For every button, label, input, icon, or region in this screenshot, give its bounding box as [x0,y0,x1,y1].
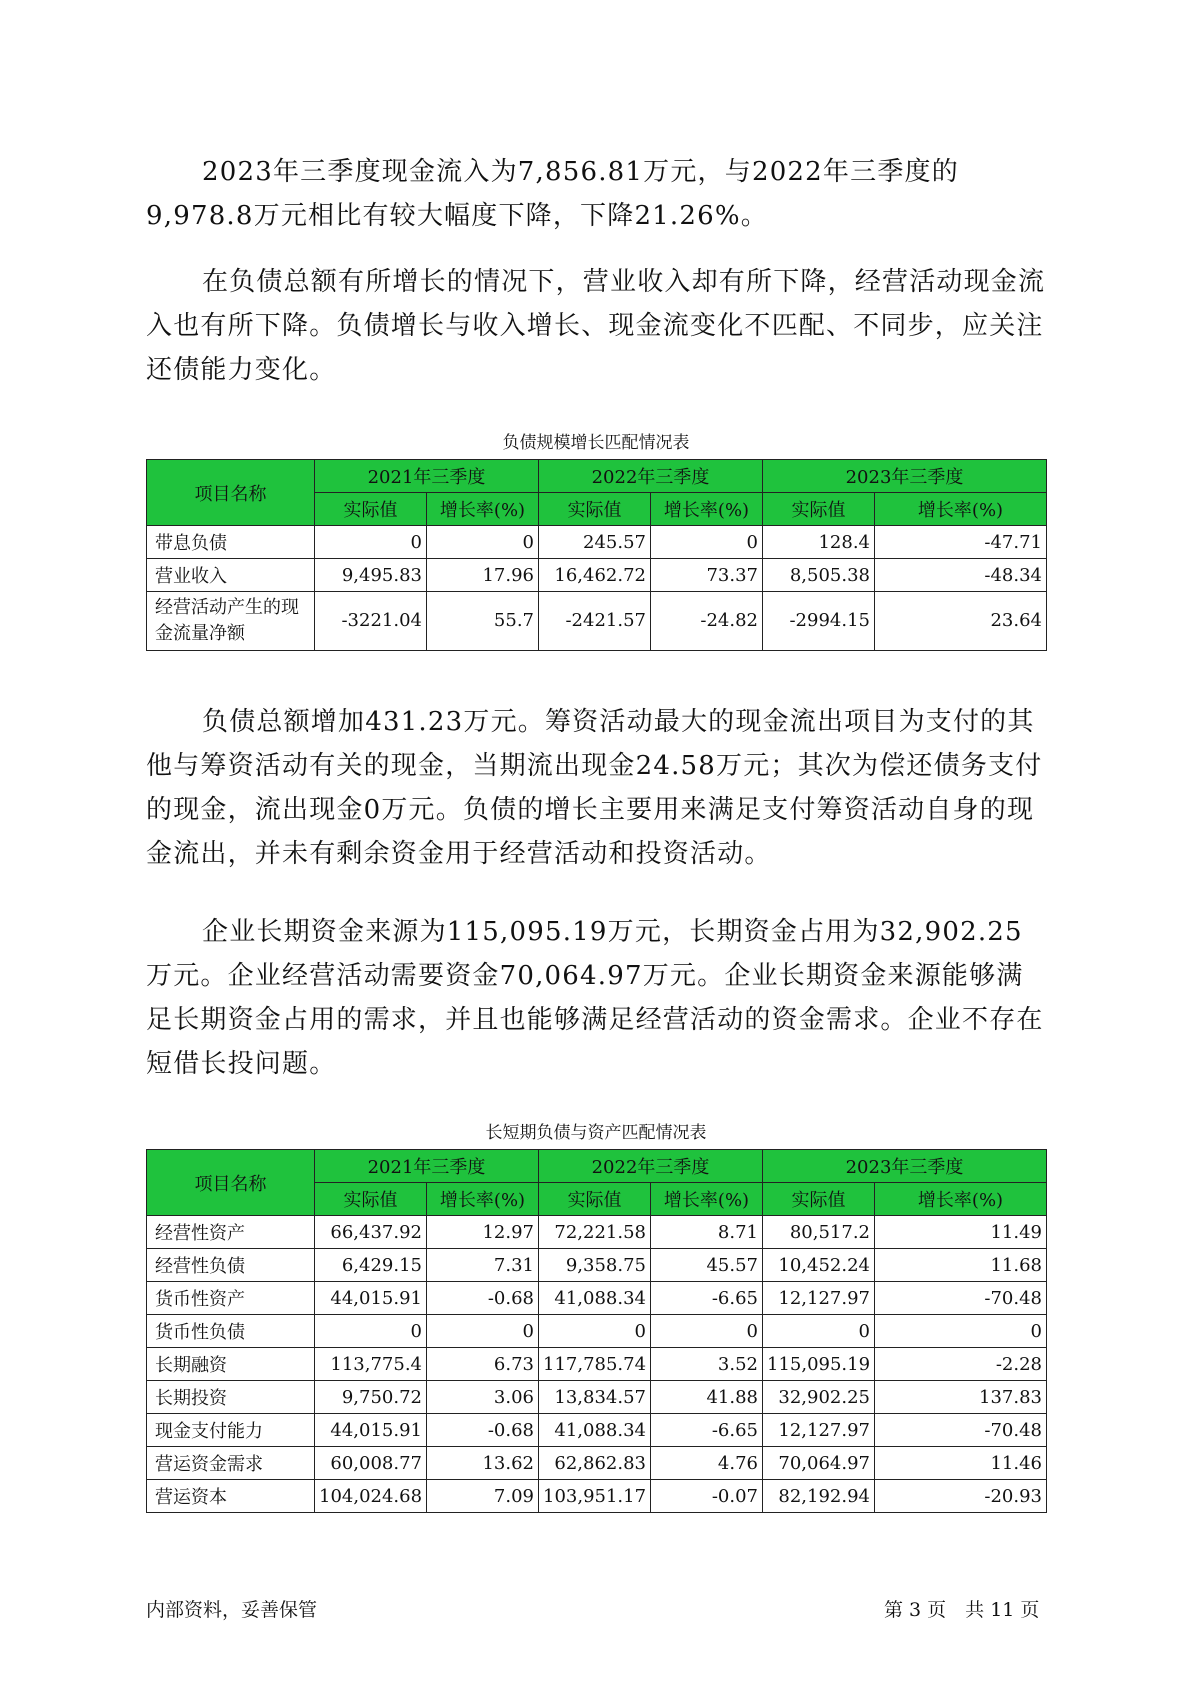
header-period: 2023年三季度 [763,1150,1047,1183]
cell-actual-value: 8,505.38 [763,559,875,592]
header-period: 2021年三季度 [315,1150,539,1183]
table1-caption: 负债规模增长匹配情况表 [502,433,690,453]
cell-growth-rate: 0 [651,526,763,559]
table-row [147,526,1047,559]
cell-growth-rate: 0 [651,1315,763,1348]
cell-growth-rate: 23.64 [875,592,1047,651]
header-growth: 增长率(%) [427,493,539,526]
paragraph-long-term-funds: 企业长期资金来源为115,095.19万元，长期资金占用为32,902.25万元。企业经营活动需要资金70,064.97万元。企业长期资金来源能够满足长期资金占用的需求，并且也能够满足经营活动的资金需求。企业不存在短借长投问题。 [146,917,1044,1079]
table-row [147,1381,1047,1414]
row-label: 营业收入 [147,559,315,592]
table-row [147,592,1047,651]
cell-actual-value: -2421.57 [539,592,651,651]
paragraph-debt-growth: 在负债总额有所增长的情况下，营业收入却有所下降，经营活动现金流入也有所下降。负债增长与收入增长、现金流变化不匹配、不同步，应关注还债能力变化。 [146,267,1046,385]
cell-growth-rate: -48.34 [875,559,1047,592]
row-label: 货币性资产 [147,1282,315,1315]
cell-growth-rate: 7.31 [427,1249,539,1282]
cell-actual-value: 60,008.77 [315,1447,427,1480]
cell-growth-rate: 12.97 [427,1216,539,1249]
row-label: 现金支付能力 [147,1414,315,1447]
header-growth: 增长率(%) [651,1183,763,1216]
cell-growth-rate: -70.48 [875,1414,1047,1447]
cell-actual-value: 41,088.34 [539,1414,651,1447]
cell-growth-rate: 3.06 [427,1381,539,1414]
cell-growth-rate: 11.46 [875,1447,1047,1480]
cell-actual-value: 6,429.15 [315,1249,427,1282]
header-actual: 实际值 [315,493,427,526]
cell-growth-rate: -2.28 [875,1348,1047,1381]
cell-growth-rate: -0.68 [427,1414,539,1447]
header-growth: 增长率(%) [651,493,763,526]
header-actual: 实际值 [539,1183,651,1216]
cell-growth-rate: 0 [427,1315,539,1348]
cell-growth-rate: 0 [427,526,539,559]
cell-actual-value: 0 [315,526,427,559]
row-label: 营运资本 [147,1480,315,1513]
cell-growth-rate: -47.71 [875,526,1047,559]
cell-actual-value: 113,775.4 [315,1348,427,1381]
table-row [147,1282,1047,1315]
table-row [147,1315,1047,1348]
header-growth: 增长率(%) [875,1183,1047,1216]
cell-actual-value: 70,064.97 [763,1447,875,1480]
cell-actual-value: 103,951.17 [539,1480,651,1513]
row-label: 经营性负债 [147,1249,315,1282]
footer-confidential-note: 内部资料，妥善保管 [146,1599,318,1621]
asset-liability-match-table [146,1149,1047,1513]
header-actual: 实际值 [539,493,651,526]
cell-growth-rate: -24.82 [651,592,763,651]
cell-actual-value: 0 [539,1315,651,1348]
header-period: 2021年三季度 [315,460,539,493]
table-row [147,1480,1047,1513]
header-actual: 实际值 [763,1183,875,1216]
paragraph-cash-inflow: 2023年三季度现金流入为7,856.81万元，与2022年三季度的9,978.8万元相比有较大幅度下降，下降21.26%。 [146,157,959,231]
row-label: 经营活动产生的现金流量净额 [147,592,315,651]
header-actual: 实际值 [763,493,875,526]
row-label: 长期融资 [147,1348,315,1381]
cell-growth-rate: 55.7 [427,592,539,651]
cell-growth-rate: 4.76 [651,1447,763,1480]
cell-actual-value: 9,495.83 [315,559,427,592]
cell-actual-value: 80,517.2 [763,1216,875,1249]
cell-growth-rate: 8.71 [651,1216,763,1249]
table-row [147,1447,1047,1480]
header-period: 2022年三季度 [539,1150,763,1183]
cell-growth-rate: -0.68 [427,1282,539,1315]
cell-actual-value: 9,358.75 [539,1249,651,1282]
row-label: 长期投资 [147,1381,315,1414]
cell-actual-value: 41,088.34 [539,1282,651,1315]
cell-actual-value: 44,015.91 [315,1414,427,1447]
cell-growth-rate: -6.65 [651,1414,763,1447]
row-label: 经营性资产 [147,1216,315,1249]
cell-growth-rate: 6.73 [427,1348,539,1381]
row-label: 带息负债 [147,526,315,559]
cell-actual-value: 128.4 [763,526,875,559]
cell-actual-value: 12,127.97 [763,1282,875,1315]
cell-growth-rate: 41.88 [651,1381,763,1414]
table-row [147,1249,1047,1282]
cell-actual-value: -2994.15 [763,592,875,651]
cell-actual-value: 44,015.91 [315,1282,427,1315]
row-label: 货币性负债 [147,1315,315,1348]
header-growth: 增长率(%) [875,493,1047,526]
table-row [147,559,1047,592]
cell-growth-rate: 13.62 [427,1447,539,1480]
row-label: 营运资金需求 [147,1447,315,1480]
table-row [147,1348,1047,1381]
header-item-name: 项目名称 [147,460,315,526]
cell-actual-value: 12,127.97 [763,1414,875,1447]
cell-growth-rate: 11.49 [875,1216,1047,1249]
cell-actual-value: 117,785.74 [539,1348,651,1381]
cell-actual-value: 0 [763,1315,875,1348]
paragraph-financing: 负债总额增加431.23万元。筹资活动最大的现金流出项目为支付的其他与筹资活动有关的现金，当期流出现金24.58万元；其次为偿还债务支付的现金，流出现金0万元。负债的增长主要用来满足支付筹资活动自身的现金流出，并未有剩余资金用于经营活动和投资活动。 [146,707,1043,869]
cell-actual-value: 10,452.24 [763,1249,875,1282]
cell-actual-value: 62,862.83 [539,1447,651,1480]
table-row [147,1216,1047,1249]
header-period: 2022年三季度 [539,460,763,493]
footer-page-number: 第 3 页 共 11 页 [884,1599,1040,1621]
header-period: 2023年三季度 [763,460,1047,493]
cell-growth-rate: -20.93 [875,1480,1047,1513]
cell-growth-rate: -6.65 [651,1282,763,1315]
cell-growth-rate: 137.83 [875,1381,1047,1414]
cell-actual-value: 72,221.58 [539,1216,651,1249]
debt-scale-table [146,459,1047,651]
cell-actual-value: 82,192.94 [763,1480,875,1513]
table2-caption: 长短期负债与资产匹配情况表 [485,1123,707,1143]
cell-growth-rate: 11.68 [875,1249,1047,1282]
cell-growth-rate: 45.57 [651,1249,763,1282]
header-growth: 增长率(%) [427,1183,539,1216]
table-row [147,1414,1047,1447]
cell-growth-rate: 7.09 [427,1480,539,1513]
cell-actual-value: -3221.04 [315,592,427,651]
cell-actual-value: 66,437.92 [315,1216,427,1249]
cell-growth-rate: 3.52 [651,1348,763,1381]
cell-growth-rate: 0 [875,1315,1047,1348]
cell-growth-rate: -0.07 [651,1480,763,1513]
header-item-name: 项目名称 [147,1150,315,1216]
cell-actual-value: 13,834.57 [539,1381,651,1414]
cell-actual-value: 104,024.68 [315,1480,427,1513]
cell-growth-rate: 17.96 [427,559,539,592]
cell-growth-rate: -70.48 [875,1282,1047,1315]
cell-actual-value: 9,750.72 [315,1381,427,1414]
cell-actual-value: 0 [315,1315,427,1348]
cell-actual-value: 245.57 [539,526,651,559]
cell-growth-rate: 73.37 [651,559,763,592]
cell-actual-value: 16,462.72 [539,559,651,592]
cell-actual-value: 32,902.25 [763,1381,875,1414]
cell-actual-value: 115,095.19 [763,1348,875,1381]
header-actual: 实际值 [315,1183,427,1216]
